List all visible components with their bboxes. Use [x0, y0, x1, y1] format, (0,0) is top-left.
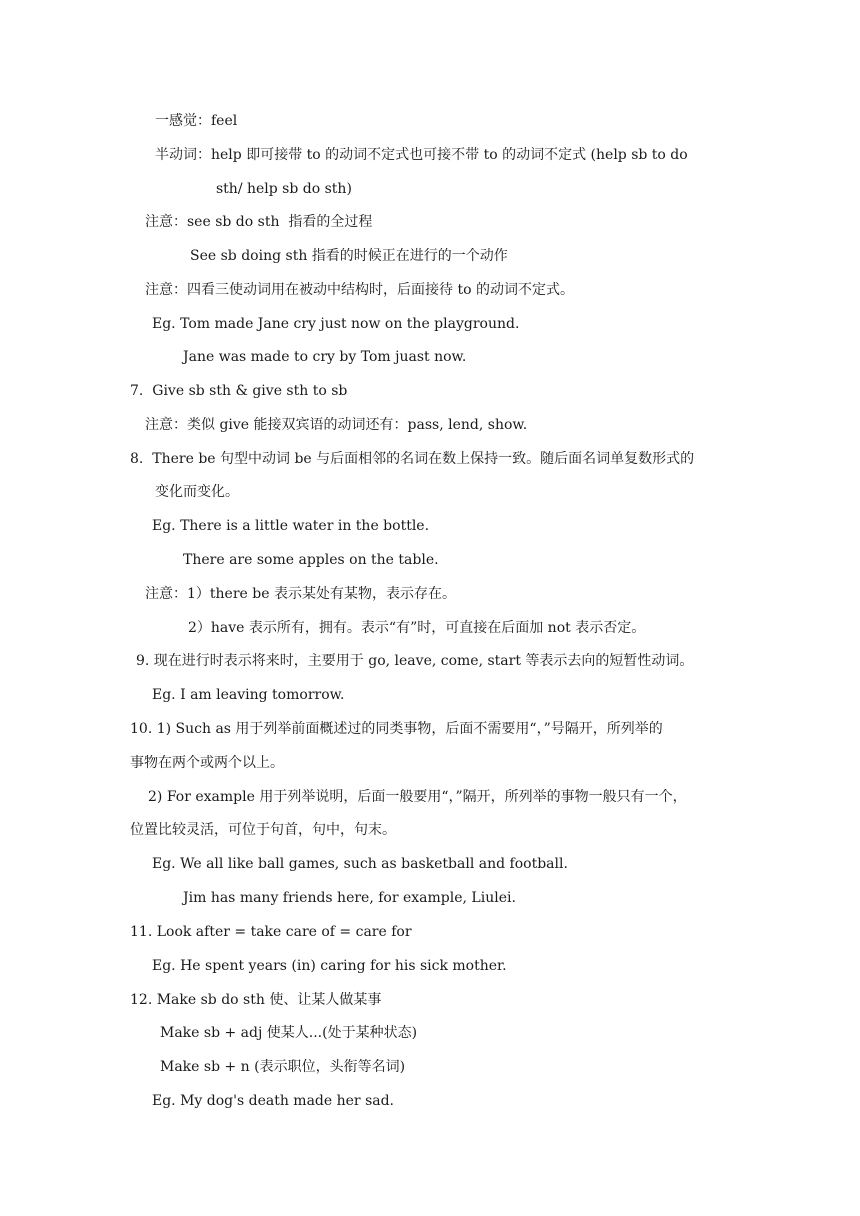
text-line-5: See sb doing sth 指看的时候正在进行的一个动作 — [190, 248, 508, 264]
text-line-10: 注意：类似 give 能接双宾语的动词还有：pass, lend, show. — [145, 417, 528, 433]
text-line-8: Jane was made to cry by Tom juast now. — [183, 349, 467, 365]
text-line-29: Make sb + n (表示职位，头衔等名词) — [160, 1059, 406, 1075]
text-line-22: 位置比较灵活，可位于句首，句中，句末。 — [130, 822, 396, 838]
text-line-26: Eg. He spent years (in) caring for his sick mother. — [152, 958, 507, 974]
text-line-13: Eg. There is a little water in the bottle. — [152, 518, 430, 534]
text-line-15: 注意：1）there be 表示某处有某物，表示存在。 — [145, 586, 456, 602]
text-line-21: 2) For example 用于列举说明，后面一般要用“，”隔开，所列举的事物一般只有一个， — [148, 789, 687, 805]
text-line-6: 注意：四看三使动词用在被动中结构时，后面接待 to 的动词不定式。 — [145, 282, 574, 298]
text-line-9: 7. Give sb sth & give sth to sb — [130, 383, 348, 399]
text-line-12: 变化而变化。 — [155, 484, 239, 500]
text-line-27: 12. Make sb do sth 使、让某人做某事 — [130, 992, 382, 1008]
text-line-3: sth/ help sb do sth) — [216, 181, 352, 197]
text-line-20: 事物在两个或两个以上。 — [130, 755, 284, 771]
text-line-25: 11. Look after = take care of = care for — [130, 924, 412, 940]
text-line-28: Make sb + adj 使某人...(处于某种状态) — [160, 1025, 418, 1041]
text-line-7: Eg. Tom made Jane cry just now on the playground. — [152, 316, 520, 332]
text-line-1: 一感觉：feel — [155, 113, 238, 129]
text-line-24: Jim has many friends here, for example, Liulei. — [183, 890, 516, 906]
text-line-16: 2）have 表示所有，拥有。表示“有”时，可直接在后面加 not 表示否定。 — [188, 620, 646, 636]
text-line-19: 10. 1) Such as 用于列举前面概述过的同类事物，后面不需要用“，”号隔开，所列举的 — [130, 721, 663, 737]
text-line-17: 9. 现在进行时表示将来时，主要用于 go, leave, come, start 等表示去向的短暂性动词。 — [136, 653, 694, 669]
text-line-2: 半动词：help 即可接带 to 的动词不定式也可接不带 to 的动词不定式 (help sb to do — [155, 147, 688, 163]
text-line-11: 8. There be 句型中动词 be 与后面相邻的名词在数上保持一致。随后面名词单复数形式的 — [130, 451, 695, 467]
text-line-30: Eg. My dog's death made her sad. — [152, 1093, 395, 1109]
text-line-14: There are some apples on the table. — [183, 552, 439, 568]
text-line-18: Eg. I am leaving tomorrow. — [152, 687, 345, 703]
text-line-4: 注意：see sb do sth 指看的全过程 — [145, 214, 373, 230]
text-line-23: Eg. We all like ball games, such as basketball and football. — [152, 856, 568, 872]
